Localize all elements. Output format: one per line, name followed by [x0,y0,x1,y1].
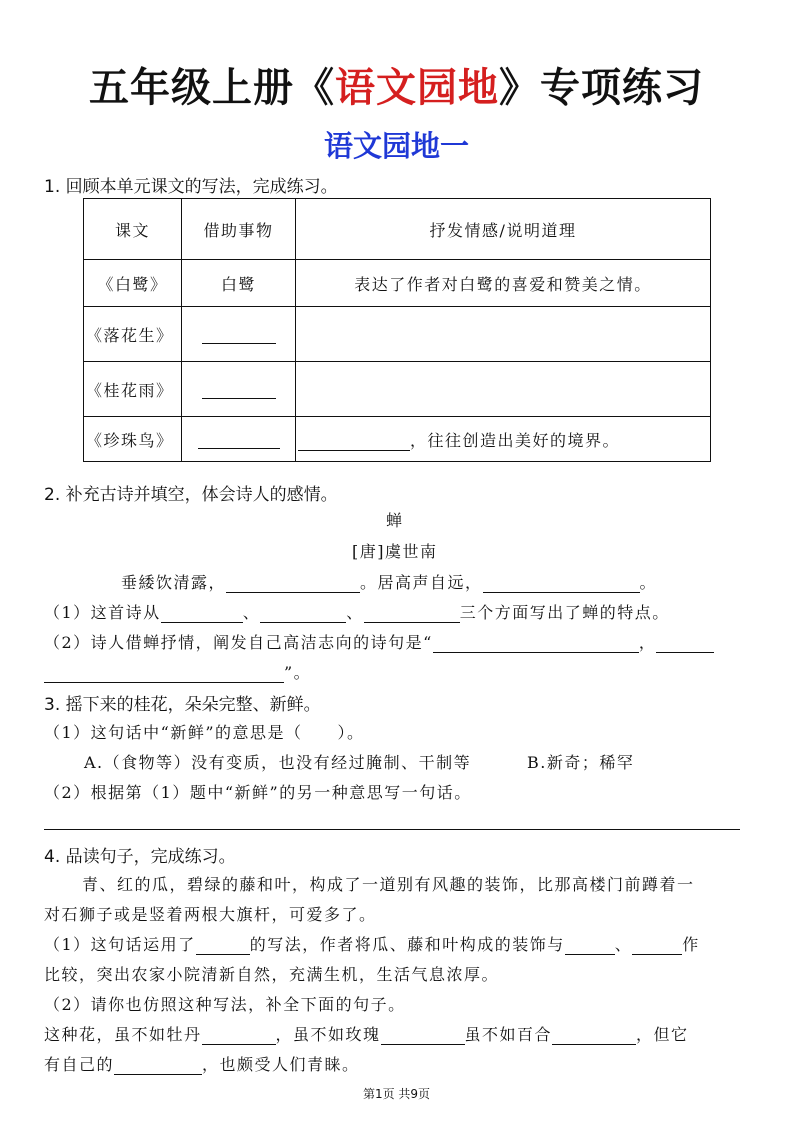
table-row [84,362,711,417]
question-3-sub-2: （2）根据第（1）题中“新鲜”的另一种意思写一句话。 [44,783,472,802]
question-4-sub-2: （2）请你也仿照这种写法，补全下面的句子。 [44,995,406,1014]
table-header-row [84,199,711,260]
page-title [0,56,793,113]
poem-line-part: 。 [639,573,658,592]
cell-lesson: 《落花生》 [84,307,182,362]
cell-feeling-answer[interactable] [296,362,711,417]
question-2-sub-1 [44,600,670,623]
answer-blank[interactable] [202,380,276,399]
table-row [84,260,711,307]
question-4-sub-1-cont: 比较，突出农家小院清新自然，充满生机，生活气息浓厚。 [44,965,500,984]
sub-text: 三个方面写出了蝉的特点。 [459,603,670,622]
sub-text: 这种花，虽不如牡丹 [44,1025,202,1044]
cell-lesson: 《珍珠鸟》 [84,417,182,462]
question-4-sub-1 [44,932,700,955]
question-2-sub-2-cont [44,660,311,683]
answer-blank[interactable] [202,325,276,344]
poem-author: [唐]虞世南 [352,542,438,561]
sub-text: （1）这句话运用了 [44,935,196,954]
answer-blank[interactable] [483,574,640,593]
option-b: B.新奇；稀罕 [527,753,635,772]
sub-text: ，也颇受人们青睐。 [202,1055,360,1074]
answer-blank[interactable] [114,1056,202,1075]
title-highlight: 语文园地 [335,65,499,111]
sub-text: 虽不如百合 [464,1025,553,1044]
cell-thing-blank[interactable] [182,362,296,417]
sub-text: ，但它 [636,1025,689,1044]
answer-line[interactable] [44,829,740,830]
feeling-suffix: ，往往创造出美好的境界。 [410,430,621,450]
sub-text: 、 [346,603,364,622]
sub-text: ， [638,633,657,652]
cell-feeling: 表达了作者对白鹭的喜爱和赞美之情。 [296,260,711,307]
section-subtitle: 语文园地一 [323,129,469,163]
option-a: A.（食物等）没有变质，也没有经过腌制、干制等 [84,753,472,772]
answer-blank[interactable] [198,430,280,449]
cell-thing: 白鹭 [182,260,296,307]
sub-text: ，虽不如玫瑰 [275,1025,381,1044]
cell-thing-blank[interactable] [182,307,296,362]
header-lesson: 课文 [84,199,182,260]
title-prefix: 五年级上册《 [89,65,335,111]
sub-text: 的写法，作者将瓜、藤和叶构成的装饰与 [249,935,565,954]
answer-blank[interactable] [565,936,615,955]
title-suffix: 》专项练习 [499,65,704,111]
header-thing: 借助事物 [182,199,296,260]
sub-text: （1）这首诗从 [44,603,161,622]
writing-method-table [83,198,711,462]
header-feeling: 抒发情感/说明道理 [296,199,711,260]
poem-title: 蝉 [386,511,404,530]
question-3-sub-1: （1）这句话中“新鲜”的意思是（ ）。 [44,723,365,742]
answer-blank[interactable] [161,604,243,623]
answer-blank[interactable] [632,936,682,955]
cell-feeling-fill [296,417,711,462]
answer-blank[interactable] [364,604,460,623]
page-number: 第1页 共9页 [362,1087,431,1101]
sub-text: （2）诗人借蝉抒情，阐发自己高洁志向的诗句是“ [44,633,433,652]
passage-line-2: 对石狮子或是竖着两根大旗杆，可爱多了。 [44,905,377,924]
sub-text: 有自己的 [44,1055,115,1074]
cell-feeling-answer[interactable] [296,307,711,362]
cell-lesson: 《白鹭》 [84,260,182,307]
poem-line-part: 垂緌饮清露， [121,573,227,592]
answer-blank[interactable] [44,664,284,683]
answer-blank[interactable] [433,634,639,653]
poem-line-1 [121,570,657,593]
answer-blank[interactable] [552,1026,636,1045]
sub-text: ”。 [284,663,312,682]
answer-blank[interactable] [656,634,714,653]
question-2-sub-2 [44,630,714,653]
answer-blank[interactable] [226,574,360,593]
answer-blank[interactable] [260,604,346,623]
cell-thing-blank[interactable] [182,417,296,462]
question-2-label: 2. 补充古诗并填空，体会诗人的感情。 [44,485,338,505]
imitation-sentence-line-1 [44,1022,689,1045]
cell-lesson: 《桂花雨》 [84,362,182,417]
sub-text: 、 [242,603,261,622]
sub-text: 、 [614,935,633,954]
question-1-label: 1. 回顾本单元课文的写法，完成练习。 [44,177,338,197]
sub-text: 作 [682,935,700,954]
answer-blank[interactable] [196,936,250,955]
passage-line-1: 青、红的瓜，碧绿的藤和叶，构成了一道别有风趣的装饰，比那高楼门前蹲着一 [82,875,695,894]
imitation-sentence-line-2 [44,1052,360,1075]
answer-blank[interactable] [298,432,410,451]
poem-line-part: 。居高声自远， [360,573,483,592]
table-row [84,417,711,462]
answer-blank[interactable] [202,1026,276,1045]
question-4-label: 4. 品读句子，完成练习。 [44,847,236,867]
table-row [84,307,711,362]
question-3-label: 3. 摇下来的桂花，朵朵完整、新鲜。 [44,695,321,715]
answer-blank[interactable] [381,1026,465,1045]
